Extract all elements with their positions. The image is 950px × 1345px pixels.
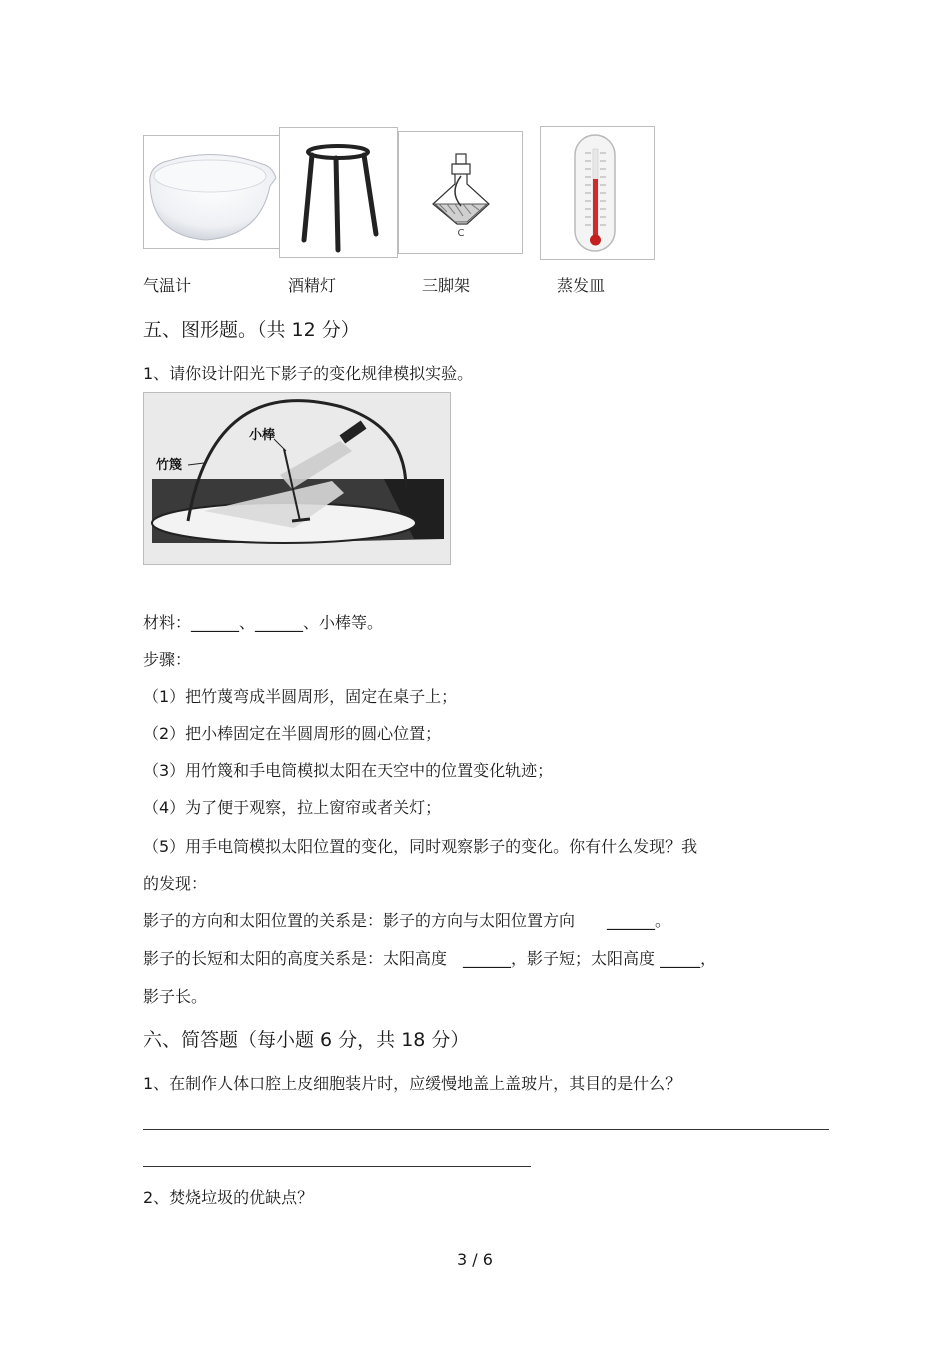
finding-length-end: 影子长。 xyxy=(143,987,208,1006)
lamp-letter: C xyxy=(457,228,465,239)
steps-label: 步骤： xyxy=(143,650,192,669)
label-alcohol-lamp: 酒精灯 xyxy=(288,276,337,295)
thermometer-icon xyxy=(541,127,654,259)
figure-label-rod: 小棒 xyxy=(249,428,276,443)
alcohol-lamp-picture xyxy=(398,131,523,254)
finding-length: 影子的长短和太阳的高度关系是：太阳高度 ______，影子短；太阳高度 _____， xyxy=(143,949,717,968)
shadow-experiment-figure xyxy=(143,392,451,565)
evaporating-dish-picture xyxy=(143,135,280,249)
step-2: （2）把小棒固定在半圆周形的圆心位置； xyxy=(143,724,442,743)
step-3: （3）用竹篾和手电筒模拟太阳在天空中的位置变化轨迹； xyxy=(143,761,554,780)
experiment-diagram xyxy=(144,393,450,564)
section6-question-1: 1、在制作人体口腔上皮细胞装片时，应缓慢地盖上盖玻片，其目的是什么？ xyxy=(143,1074,682,1093)
materials-line: 材料：______、______、小棒等。 xyxy=(143,613,384,632)
label-evaporating-dish: 蒸发皿 xyxy=(557,276,606,295)
section6-title: 六、简答题（每小题 6 分，共 18 分） xyxy=(143,1029,470,1051)
evaporating-dish-icon xyxy=(144,136,279,248)
section5-question-1: 1、请你设计阳光下影子的变化规律模拟实验。 xyxy=(143,364,474,383)
step-1: （1）把竹蔑弯成半圆周形，固定在桌子上； xyxy=(143,687,458,706)
label-tripod: 三脚架 xyxy=(422,276,471,295)
tripod-picture xyxy=(279,127,398,258)
page-number: 3 / 6 xyxy=(457,1250,493,1269)
finding-direction: 影子的方向和太阳位置的关系是：影子的方向与太阳位置方向 ______。 xyxy=(143,911,672,930)
finding-label: 的发现： xyxy=(143,874,208,893)
section6-question-2: 2、焚烧垃圾的优缺点？ xyxy=(143,1188,314,1207)
step-4: （4）为了便于观察，拉上窗帘或者关灯； xyxy=(143,798,442,817)
answer-line-1[interactable] xyxy=(143,1129,829,1130)
thermometer-picture xyxy=(540,126,655,260)
alcohol-lamp-icon xyxy=(399,132,522,253)
step-5: （5）用手电筒模拟太阳位置的变化，同时观察影子的变化。你有什么发现？我 xyxy=(143,837,698,856)
answer-line-2[interactable] xyxy=(143,1166,531,1167)
section5-title: 五、图形题。（共 12 分） xyxy=(143,319,360,341)
label-thermometer: 气温计 xyxy=(143,276,192,295)
tripod-icon xyxy=(280,128,397,257)
figure-label-frame: 竹篾 xyxy=(156,458,183,473)
